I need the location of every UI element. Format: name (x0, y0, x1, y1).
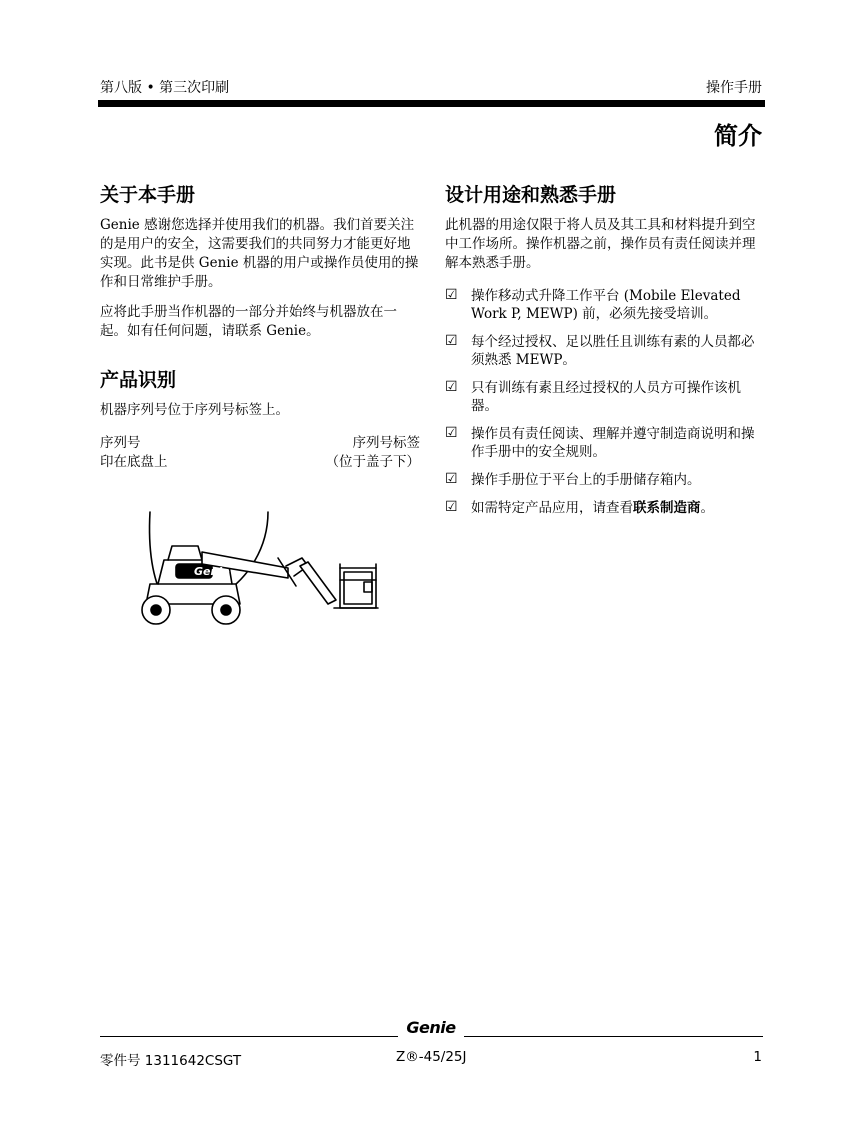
checklist-item: ☑ 只有训练有素且经过授权的人员方可操作该机器。 (445, 379, 741, 414)
serial-number-label: 序列号 (100, 435, 141, 451)
footer-model: Z®-45/25J (396, 1049, 467, 1065)
page-title: 简介 (714, 122, 762, 150)
serial-tag-label: 序列号标签 (352, 435, 420, 451)
header-manual-type: 操作手册 (706, 80, 762, 96)
checklist-item: ☑ 操作移动式升降工作平台 (Mobile Elevated Work P, MEWP) 前，必须先接受培训。 (445, 287, 741, 322)
header-edition: 第八版 • 第三次印刷 (100, 80, 230, 96)
checklist-item: ☑ 操作手册位于平台上的手册储存箱内。 (445, 471, 701, 488)
right-column (445, 180, 760, 527)
intended-use-checklist (445, 287, 760, 517)
checkbox-icon: ☑ (445, 333, 458, 349)
footer-rule-left (100, 1036, 398, 1037)
about-manual-section (100, 180, 420, 341)
product-id-heading: 产品识别 (100, 369, 177, 391)
intended-use-intro: 此机器的用途仅限于将人员及其工具和材料提升到空中工作场所。操作机器之前，操作员有责任阅读并理解本熟悉手册。 (445, 217, 756, 271)
page-number: 1 (753, 1049, 762, 1065)
contact-manufacturer-link[interactable]: 联系制造商 (633, 500, 701, 516)
intended-use-heading: 设计用途和熟悉手册 (445, 184, 617, 206)
serial-number-location: 印在底盘上 (100, 454, 168, 470)
checkbox-icon: ☑ (445, 471, 458, 487)
serial-number-callout (100, 434, 168, 472)
boom-lift-illustration-icon (128, 508, 388, 630)
illustration-brand: Genie (194, 565, 230, 578)
product-id-section (100, 365, 420, 474)
about-paragraph-1: Genie 感谢您选择并使用我们的机器。我们首要关注的是用户的安全，这需要我们的共同努力才能更好地实现。此书是供 Genie 机器的用户或操作员使用的操作和日常维护手册。 (100, 217, 419, 290)
genie-logo: Genie (406, 1018, 456, 1037)
checklist-item: ☑ 每个经过授权、足以胜任且训练有素的人员都必须熟悉 MEWP。 (445, 333, 755, 368)
product-id-paragraph: 机器序列号位于序列号标签上。 (100, 402, 289, 418)
serial-labels (100, 434, 420, 474)
about-heading: 关于本手册 (100, 184, 196, 206)
checklist-item: ☑ 如需特定产品应用，请查看联系制造商。 (445, 499, 714, 516)
footer-part-number: 零件号 1311642CSGT (100, 1053, 242, 1069)
footer-rule-right (464, 1036, 763, 1037)
checkbox-icon: ☑ (445, 379, 458, 395)
checkbox-icon: ☑ (445, 287, 458, 303)
serial-tag-location: （位于盖子下） (325, 454, 420, 470)
checklist-item: ☑ 操作员有责任阅读、理解并遵守制造商说明和操作手册中的安全规则。 (445, 425, 755, 460)
serial-label-callout (326, 434, 421, 472)
about-paragraph-2: 应将此手册当作机器的一部分并始终与机器放在一起。如有任何问题，请联系 Genie。 (100, 304, 397, 339)
left-column (100, 180, 420, 474)
checkbox-icon: ☑ (445, 499, 458, 515)
header-rule (98, 100, 765, 107)
checkbox-icon: ☑ (445, 425, 458, 441)
